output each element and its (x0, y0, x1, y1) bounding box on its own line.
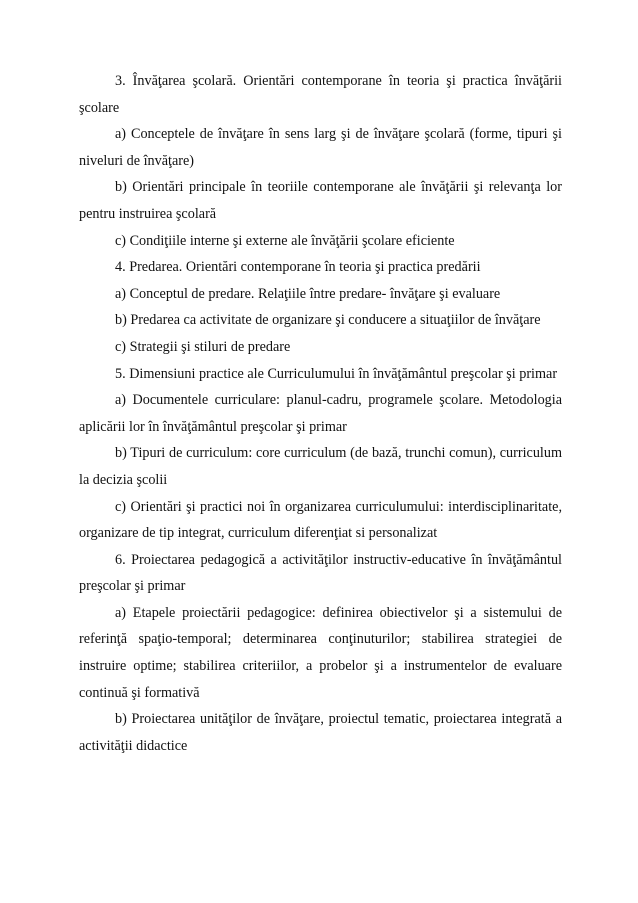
paragraph-5c: c) Orientări şi practici noi în organizarea curriculumului: interdisciplinaritate, organizare de tip integrat, curriculum diferenţiat si personalizat (79, 498, 562, 542)
paragraph-6b: b) Proiectarea unităţilor de învăţare, proiectul tematic, proiectarea integrată a activităţii didactice (79, 711, 562, 754)
paragraph-section-6-heading: 6. Proiectarea pedagogică a activităţilor instructiv-educative în învăţământul preşcolar şi primar (79, 551, 562, 595)
paragraph-3b: b) Orientări principale în teoriile contemporane ale învăţării şi relevanţa lor pentru instruirea şcolară (79, 179, 562, 222)
paragraph-section-3-heading: 3. Învăţarea şcolară. Orientări contemporane în teoria şi practica învăţării şcolare (79, 73, 562, 116)
paragraph-5b: b) Tipuri de curriculum: core curriculum (de bază, trunchi comun), curriculum la decizia şcolii (79, 445, 562, 488)
paragraph-4c: c) Strategii şi stiluri de predare (115, 338, 291, 355)
paragraph-6a: a) Etapele proiectării pedagogice: definirea obiectivelor şi a sistemului de referinţă spaţio-temporal; determinarea conţinuturilor; stabilirea strategiei de instruire optime; stabilirea criteriilor, a probelor şi a instrumentelor de evaluare continuă şi formativă (79, 604, 562, 701)
paragraph-3a: a) Conceptele de învăţare în sens larg şi de învăţare şcolară (forme, tipuri şi niveluri de învăţare) (79, 126, 562, 169)
paragraph-5a: a) Documentele curriculare: planul-cadru, programele şcolare. Metodologia aplicării lor în învăţământul preşcolar şi primar (79, 392, 562, 435)
paragraph-4a: a) Conceptul de predare. Relaţiile între predare- învăţare şi evaluare (115, 285, 501, 302)
paragraph-4b: b) Predarea ca activitate de organizare şi conducere a situaţiilor de învăţare (115, 312, 541, 329)
document-body (79, 68, 562, 759)
paragraph-section-5-heading: 5. Dimensiuni practice ale Curriculumului în învăţământul preşcolar şi primar (115, 365, 558, 382)
paragraph-3c: c) Condiţiile interne şi externe ale învăţării şcolare eficiente (115, 232, 455, 249)
paragraph-section-4-heading: 4. Predarea. Orientări contemporane în teoria şi practica predării (115, 259, 481, 276)
